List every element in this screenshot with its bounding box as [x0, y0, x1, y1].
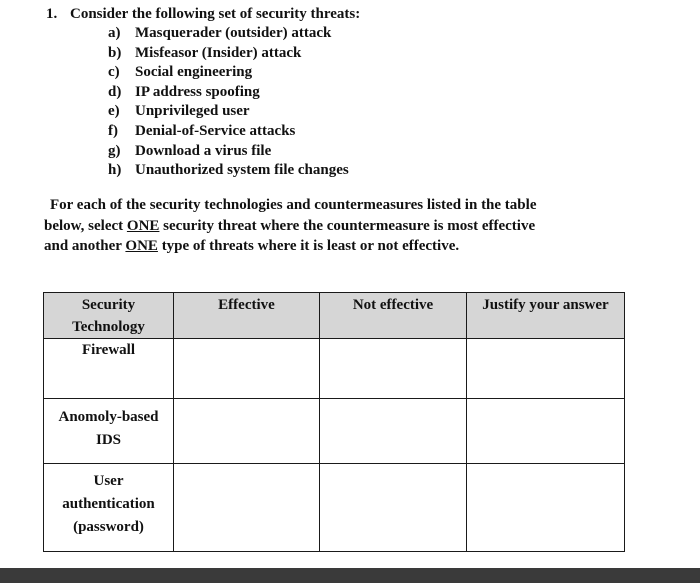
- row-label-line: (password): [73, 519, 144, 535]
- question-heading: [46, 4, 360, 24]
- header-justify: Justify your answer: [467, 293, 625, 339]
- list-item: [108, 142, 349, 162]
- instructions-paragraph: [44, 195, 614, 257]
- threat-text: Download a virus file: [135, 142, 272, 159]
- list-item: [108, 161, 349, 181]
- threat-letter: f): [108, 122, 118, 139]
- row-label-line: User: [93, 473, 124, 489]
- threat-text: Unauthorized system file changes: [135, 162, 349, 179]
- threat-letter: h): [108, 162, 122, 179]
- table-header-row: [44, 293, 625, 339]
- threat-list: [108, 24, 349, 181]
- threat-text: Unprivileged user: [135, 103, 250, 120]
- threat-letter: g): [108, 142, 121, 159]
- answer-cell-effective[interactable]: [174, 339, 320, 399]
- list-item: [108, 102, 349, 122]
- header-not-effective: Not effective: [320, 293, 467, 339]
- instructions-line-3-pre: and another: [44, 238, 126, 254]
- threat-text: IP address spoofing: [135, 83, 260, 100]
- header-effective: Effective: [174, 293, 320, 339]
- row-label-line: IDS: [95, 432, 121, 448]
- answer-cell-justify[interactable]: [467, 339, 625, 399]
- table-row: [44, 399, 625, 464]
- threat-text: Masquerader (outsider) attack: [135, 25, 332, 41]
- instructions-line-2: [44, 216, 614, 237]
- threat-text: Misfeasor (Insider) attack: [135, 44, 302, 61]
- threat-text: Denial-of-Service attacks: [135, 122, 296, 139]
- row-label-user-authentication: [44, 464, 174, 552]
- row-label-line: authentication: [62, 496, 155, 512]
- question-number: 1.: [46, 6, 58, 22]
- row-label-firewall: [44, 339, 174, 399]
- table-row: [44, 464, 625, 552]
- row-label-line: Firewall: [81, 342, 136, 358]
- answer-cell-not-effective[interactable]: [320, 339, 467, 399]
- row-label-line: Anomoly-based: [58, 409, 159, 425]
- list-item: [108, 63, 349, 83]
- instructions-line-3-post: type of threats where it is least or not effective.: [157, 238, 460, 254]
- instructions-line-1: For each of the security technologies and countermeasures listed in the table: [50, 197, 537, 213]
- header-technology-line-2: Technology: [72, 319, 145, 335]
- answer-cell-effective[interactable]: [174, 464, 320, 552]
- threat-letter: e): [108, 103, 120, 120]
- header-technology-line-1: Security: [81, 297, 136, 313]
- instructions-line-3: [44, 236, 614, 257]
- threat-text: Social engineering: [135, 64, 253, 81]
- answer-cell-justify[interactable]: [467, 464, 625, 552]
- threat-letter: b): [108, 44, 122, 61]
- instructions-emphasis: ONE: [126, 217, 160, 234]
- instructions-emphasis: ONE: [125, 238, 158, 254]
- instructions-line-2-post: security threat where the countermeasure is most effective: [159, 217, 536, 234]
- answer-cell-not-effective[interactable]: [320, 399, 467, 464]
- table-row: [44, 339, 625, 399]
- answer-cell-effective[interactable]: [174, 399, 320, 464]
- answer-cell-justify[interactable]: [467, 399, 625, 464]
- row-label-anomaly-ids: [44, 399, 174, 464]
- threat-letter: a): [108, 25, 121, 41]
- question-prompt: Consider the following set of security threats:: [70, 6, 361, 22]
- bottom-bar: [0, 568, 700, 583]
- list-item: [108, 24, 349, 44]
- threat-letter: d): [108, 83, 122, 100]
- threat-letter: c): [108, 64, 120, 81]
- header-security-technology: [44, 293, 174, 339]
- countermeasure-table: [43, 292, 625, 552]
- list-item: [108, 83, 349, 103]
- answer-cell-not-effective[interactable]: [320, 464, 467, 552]
- instructions-line-2-pre: below, select: [44, 217, 127, 234]
- list-item: [108, 122, 349, 142]
- list-item: [108, 44, 349, 64]
